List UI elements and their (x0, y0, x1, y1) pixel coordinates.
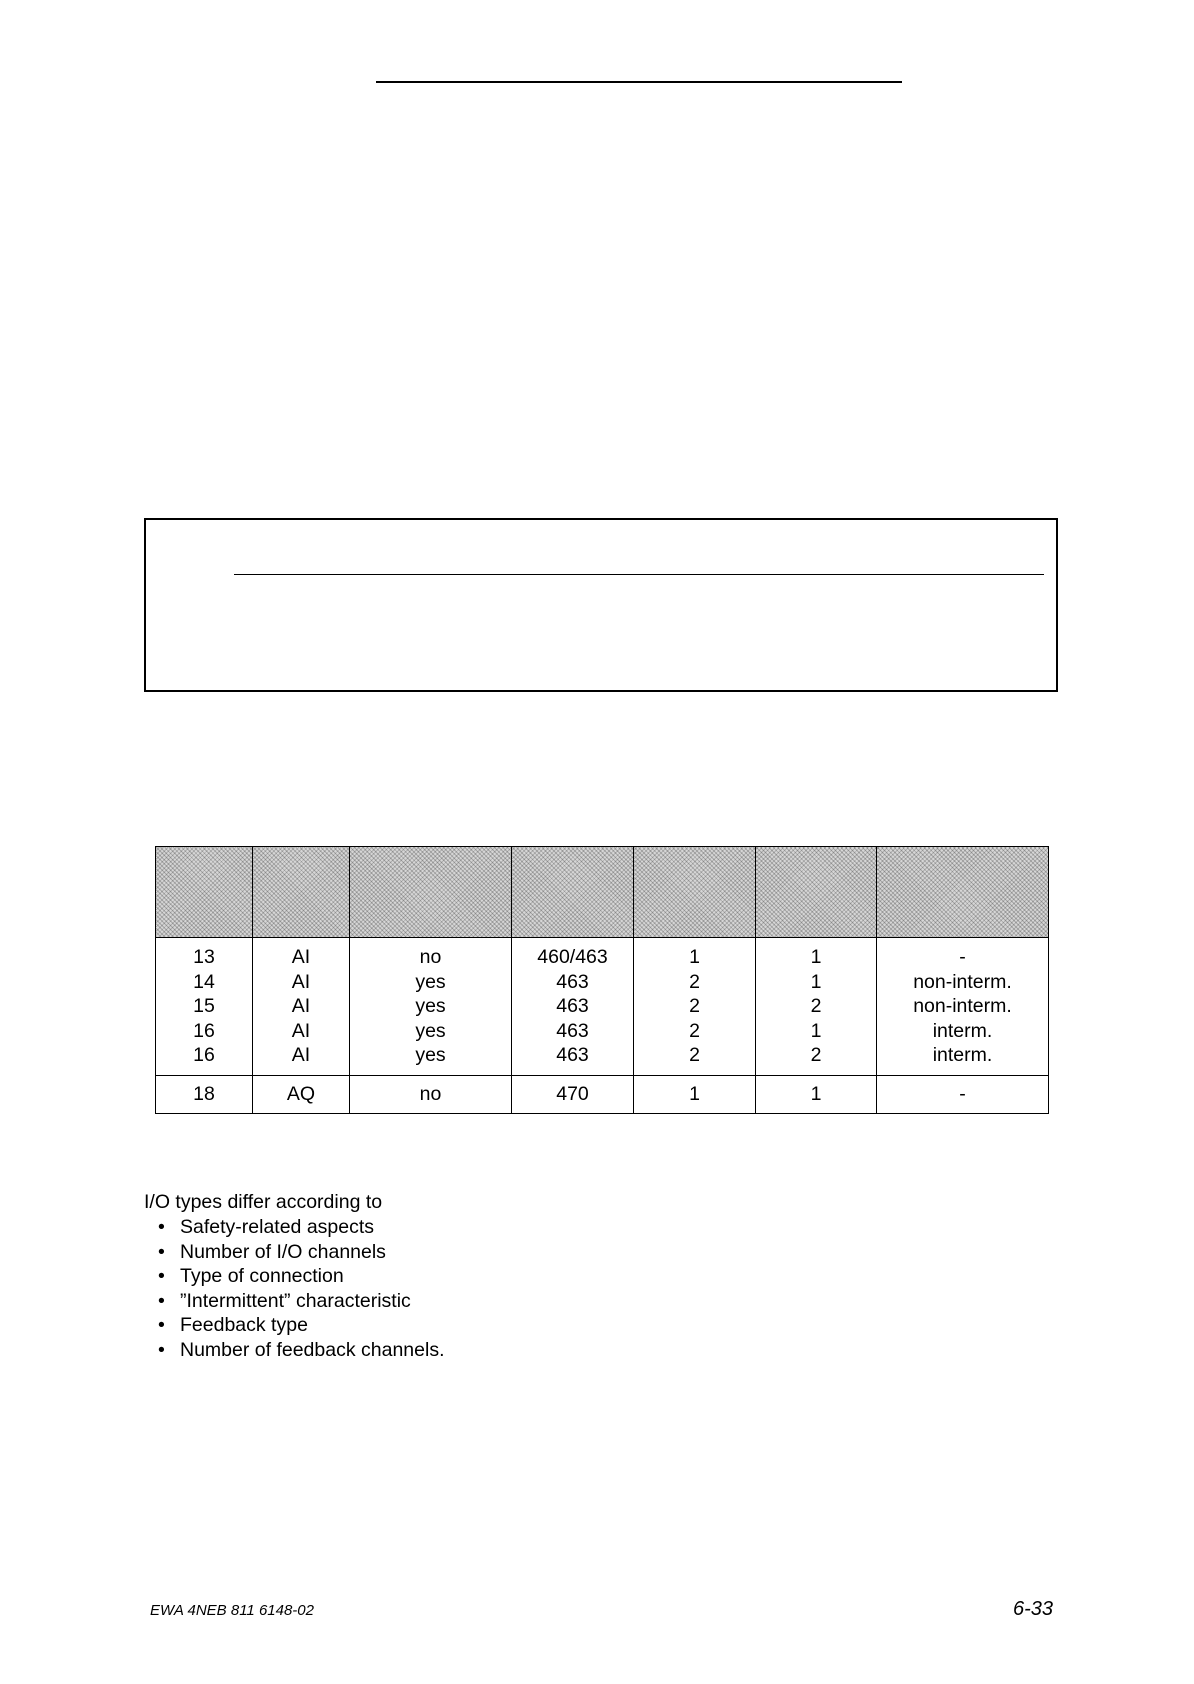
table-cell: yes (415, 1019, 446, 1042)
table-cell: 2 (810, 995, 822, 1017)
table-cell: 1 (689, 946, 700, 968)
table-cell: AQ (253, 1075, 350, 1114)
list-item-text: Feedback type (180, 1314, 308, 1336)
table-cell: 460/463 (537, 946, 608, 968)
table-cell: 16 (193, 1044, 215, 1066)
table-cell: 16 (193, 1019, 215, 1042)
table-cell: 18 (156, 1075, 253, 1114)
list-item-text: ”Intermittent” characteristic (180, 1289, 411, 1312)
table-cell: interm. (932, 1044, 993, 1066)
list-item (144, 1215, 445, 1240)
column-connection-type (756, 938, 877, 1076)
header-cell-1 (156, 847, 253, 938)
header-cell-2 (253, 847, 350, 938)
bullet-icon: • (158, 1338, 165, 1361)
table-cell: non-interm. (913, 970, 1012, 993)
table-row (156, 1075, 1049, 1114)
list-item-text: Number of I/O channels (180, 1240, 386, 1263)
table-cell: interm. (932, 1019, 993, 1042)
list-item (144, 1313, 445, 1338)
header-rule (376, 81, 902, 83)
list-item (144, 1264, 445, 1289)
table-cell: 463 (556, 970, 589, 993)
table-header (156, 847, 1049, 938)
table-cell: 14 (193, 970, 215, 993)
table-cell: 2 (689, 1044, 700, 1066)
table-cell: - (877, 1075, 1049, 1114)
table-group-analog-outputs (156, 1075, 1049, 1114)
table-cell: AI (291, 1019, 311, 1042)
column-safety-related (350, 938, 512, 1076)
table-cell: 2 (689, 1019, 700, 1042)
table-cell: AI (291, 970, 311, 993)
list-item-text: Type of connection (180, 1265, 344, 1287)
list-item (144, 1338, 445, 1363)
table-cell: yes (415, 970, 446, 993)
list-item (144, 1240, 445, 1265)
table-cell: 15 (193, 995, 215, 1017)
header-cell-5 (634, 847, 756, 938)
table-cell: 463 (556, 995, 589, 1017)
footer-document-id: EWA 4NEB 811 6148-02 (150, 1602, 314, 1619)
header-cell-7 (877, 847, 1049, 938)
table-cell: 1 (810, 946, 822, 968)
table-cell: no (419, 946, 442, 968)
list-item (144, 1289, 445, 1314)
list-item-text: Safety-related aspects (180, 1216, 375, 1238)
table-cell: yes (415, 1044, 446, 1066)
table-cell: 463 (556, 1019, 589, 1042)
header-cell-6 (756, 847, 877, 938)
list-intro: I/O types differ according to (144, 1191, 383, 1213)
note-box-rule (234, 574, 1044, 575)
table-cell: 1 (810, 1019, 822, 1042)
table-cell: non-interm. (913, 995, 1012, 1017)
io-type-criteria-list (144, 1215, 445, 1362)
table-cell: 2 (810, 1044, 822, 1066)
table-cell: 1 (810, 970, 822, 993)
table-cell: 2 (689, 995, 700, 1017)
header-cell-4 (512, 847, 634, 938)
table-cell: 1 (756, 1075, 877, 1114)
table-group-analog-inputs (156, 938, 1049, 1076)
bullet-icon: • (158, 1216, 165, 1238)
column-signal-type (253, 938, 350, 1076)
table-cell: 470 (512, 1075, 634, 1114)
note-box (144, 518, 1058, 692)
header-cell-3 (350, 847, 512, 938)
column-module (512, 938, 634, 1076)
list-item-text: Number of feedback channels. (180, 1338, 445, 1361)
table-cell: yes (415, 995, 446, 1017)
bullet-icon: • (158, 1265, 165, 1287)
io-types-table (155, 846, 1049, 1114)
table-cell: - (959, 946, 966, 968)
column-intermittent (877, 938, 1049, 1076)
column-io-type-number (156, 938, 253, 1076)
table-cell: AI (291, 1044, 311, 1066)
table-cell: AI (291, 946, 311, 968)
table-cell: no (350, 1075, 512, 1114)
table-cell: 463 (556, 1044, 589, 1066)
bullet-icon: • (158, 1289, 165, 1312)
table-cell: 1 (634, 1075, 756, 1114)
table-cell: 13 (193, 946, 215, 968)
table-cell: 2 (689, 970, 700, 993)
io-types-table-container (155, 846, 1048, 1114)
bullet-icon: • (158, 1314, 165, 1336)
column-io-channels (634, 938, 756, 1076)
bullet-icon: • (158, 1240, 165, 1263)
footer-page-number: 6-33 (1013, 1598, 1054, 1620)
table-cell: AI (291, 995, 311, 1017)
